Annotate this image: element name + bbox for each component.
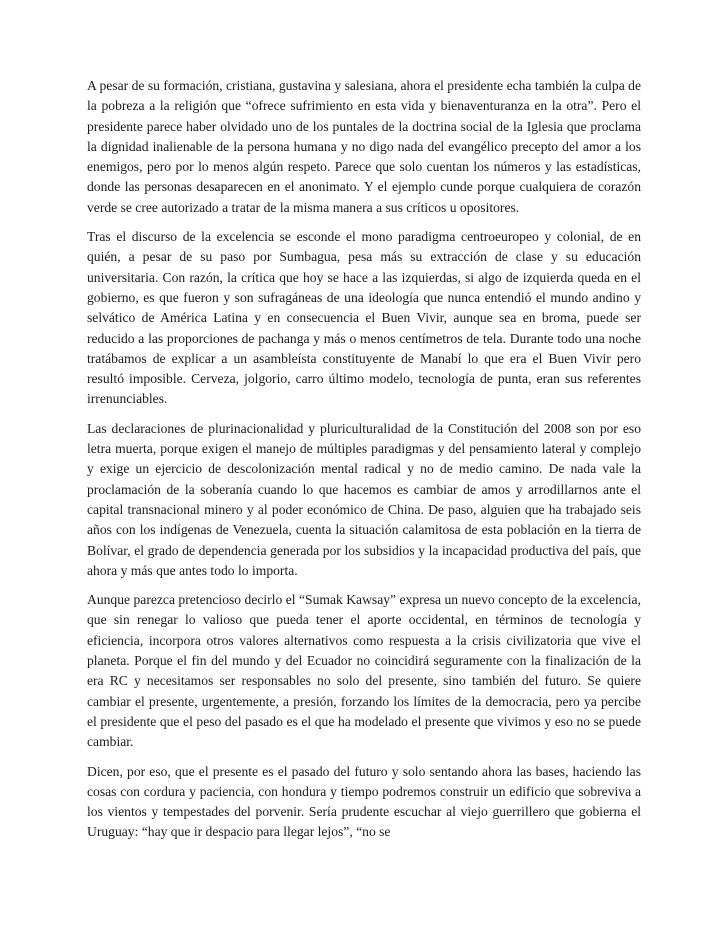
paragraph-3: Las declaraciones de plurinacionalidad y pluriculturalidad de la Constitución del 2008 son por eso letra muerta, porque exigen el manejo de múltiples paradigmas y del pensamiento lateral y complejo y exige un ejercicio de descolonización mental radical y no de medio camino. De nada vale la proclamación de la soberanía cuando lo que hacemos es cambiar de amos y arrodillarnos ante el capital transnacional minero y al poder económico de China. De paso, alguien que ha trabajado seis años con los indígenas de Venezuela, cuenta la situación calamitosa de esta población en la tierra de Bolívar, el grado de dependencia generada por los subsidios y la incapacidad productiva del país, que ahora y más que antes todo lo importa. bbox=[87, 420, 641, 578]
document-page bbox=[87, 76, 641, 852]
paragraph-2: Tras el discurso de la excelencia se esconde el mono paradigma centroeuropeo y colonial, de en quién, a pesar de su paso por Sumbagua, pesa más su extracción de clase y su educación universitaria. Con razón, la crítica que hoy se hace a las izquierdas, si algo de izquierda queda en el gobierno, es que fueron y son sufragáneas de una ideología que nunca entendió el mundo andino y selvático de América Latina y en consecuencia el Buen Vivir, aunque sea en broma, puede ser reducido a las proporciones de pachanga y más o menos centímetros de tela. Durante todo una noche tratábamos de explicar a un asambleísta constituyente de Manabí lo que era el Buen Vivir pero resultó imposible. Cerveza, jolgorio, carro último modelo, tecnología de punta, eran sus referentes irrenunciables. bbox=[87, 229, 641, 407]
paragraph-4: Aunque parezca pretencioso decirlo el “Sumak Kawsay” expresa un nuevo concepto de la excelencia, que sin renegar lo valioso que pueda tener el aporte occidental, en términos de tecnología y eficiencia, incorpora otros valores alternativos como respuesta a la crisis civilizatoria que vive el planeta. Porque el fin del mundo y del Ecuador no coincidirá seguramente con la finalización de la era RC y necesitamos ser responsables no solo del presente, sino también del futuro. Se quiere cambiar el presente, urgentemente, a presión, forzando los límites de la democracia, pero ya percibe el presidente que el peso del pasado es el que ha modelado el presente que vivimos y eso no se puede cambiar. bbox=[87, 592, 641, 750]
paragraph-1: A pesar de su formación, cristiana, gustavina y salesiana, ahora el presidente echa también la culpa de la pobreza a la religión que “ofrece sufrimiento en esta vida y bienaventuranza en la otra”. Pero el presidente parece haber olvidado uno de los puntales de la doctrina social de la Iglesia que proclama la dignidad inalienable de la persona humana y no digo nada del evangélico precepto del amor a los enemigos, pero por lo menos algún respeto. Parece que solo cuentan los números y las estadísticas, donde las personas desaparecen en el anonimato. Y el ejemplo cunde porque cualquiera de corazón verde se cree autorizado a tratar de la misma manera a sus críticos u opositores. bbox=[87, 78, 641, 215]
paragraph-5: Dicen, por eso, que el presente es el pasado del futuro y solo sentando ahora las bases, haciendo las cosas con cordura y paciencia, con hondura y tiempo podremos construir un edificio que sobreviva a los vientos y tempestades del porvenir. Sería prudente escuchar al viejo guerrillero que gobierna el Uruguay: “hay que ir despacio para llegar lejos”, “no se bbox=[87, 763, 641, 840]
